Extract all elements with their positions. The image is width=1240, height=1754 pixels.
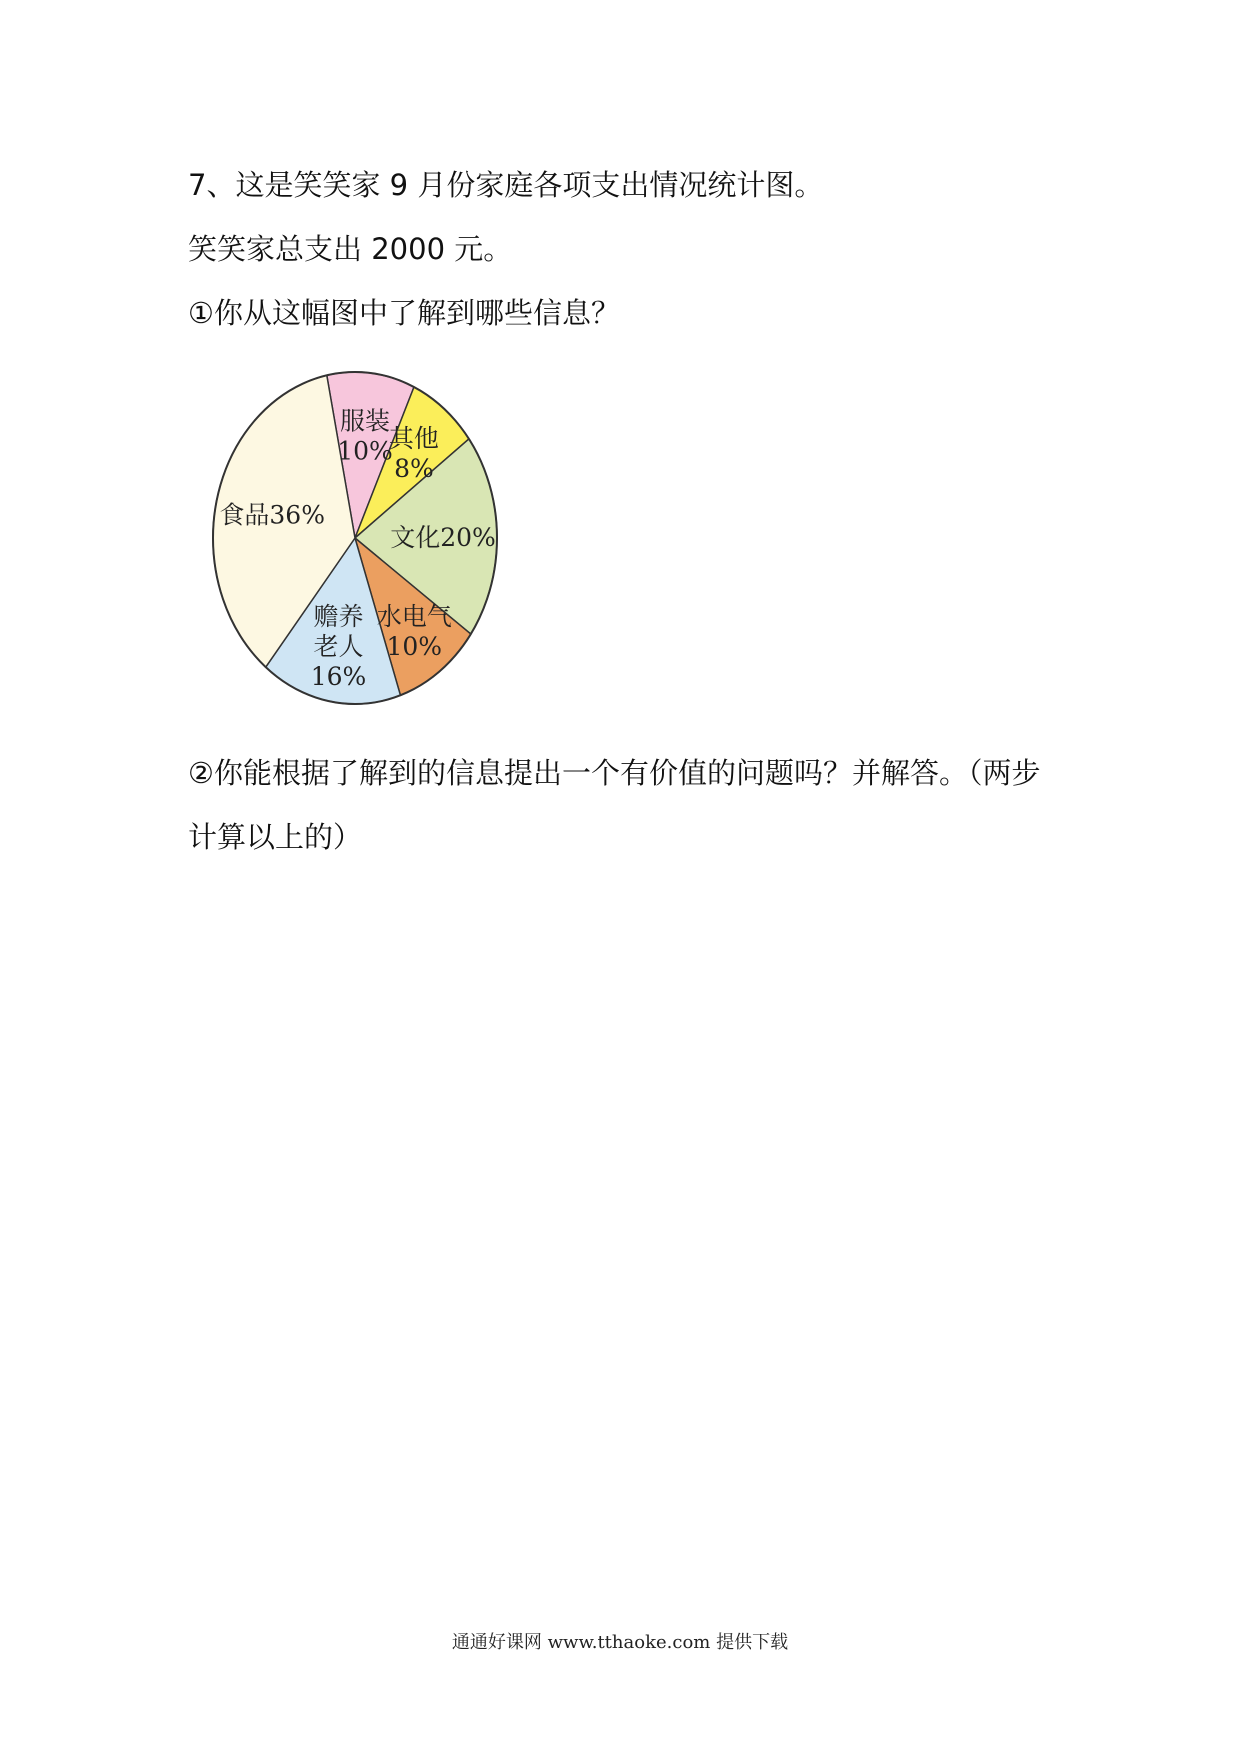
total-expense-text: 笑笑家总支出 2000 元。 <box>188 232 513 266</box>
pie-slice-label: 16% <box>310 661 367 691</box>
pie-slice-label: 文化20% <box>390 522 496 552</box>
footer-source: 通通好课网 www.tthaoke.com 提供下载 <box>451 1632 789 1653</box>
question-part2-line1: ②你能根据了解到的信息提出一个有价值的问题吗？并解答。（两步 <box>188 756 1041 790</box>
pie-slice-label: 老人 <box>313 631 364 661</box>
pie-slice-label: 其他 <box>388 423 439 453</box>
question-title: 7、这是笑笑家 9 月份家庭各项支出情况统计图。 <box>188 168 824 202</box>
pie-slice-label: 水电气 <box>376 602 452 632</box>
question-part1: ①你从这幅图中了解到哪些信息？ <box>188 296 620 330</box>
pie-slice-label: 8% <box>394 453 434 483</box>
pie-slice-label: 10% <box>386 632 443 662</box>
pie-slice-label: 10% <box>337 436 393 466</box>
question-part2-line2: 计算以上的） <box>188 820 363 854</box>
expense-pie-chart <box>190 348 520 728</box>
pie-chart-svg <box>190 348 520 728</box>
pie-slice-label: 服装 <box>339 406 391 436</box>
pie-slice-label: 赡养 <box>313 601 364 631</box>
pie-slice-label: 食品36% <box>219 500 325 530</box>
